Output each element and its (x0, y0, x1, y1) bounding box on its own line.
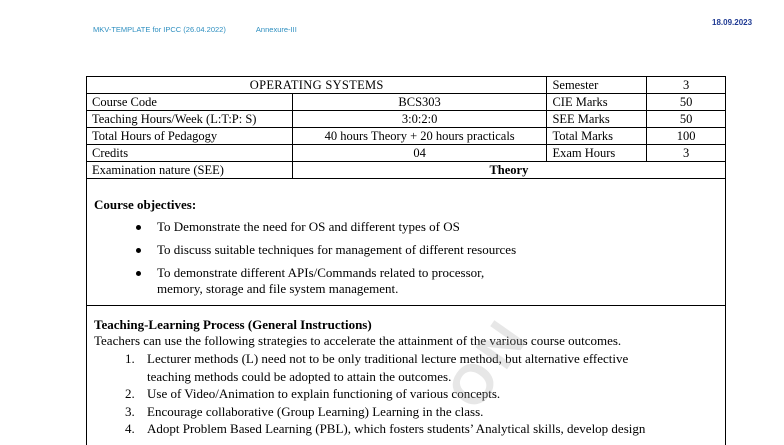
section-title: Teaching-Learning Process (General Instructions) (94, 317, 372, 332)
row-value: 3:0:2:0 (292, 111, 547, 128)
side-label: CIE Marks (547, 94, 647, 111)
row-label: Course Code (87, 94, 293, 111)
bullet-icon (136, 225, 141, 230)
list-item: 2. Use of Video/Animation to explain functioning of various concepts. (125, 386, 501, 401)
exam-nature-value: Theory (292, 162, 725, 179)
table-row (87, 128, 726, 145)
list-item: To demonstrate different APIs/Commands related to processor, memory, storage and file system management. (131, 265, 516, 297)
objectives-list (131, 219, 516, 304)
semester-value: 3 (647, 77, 726, 94)
document-date: 18.09.2023 (712, 18, 753, 27)
table-row (87, 94, 726, 111)
template-label: MKV-TEMPLATE for IPCC (26.04.2022) (93, 25, 226, 34)
table-row (87, 77, 726, 94)
course-objectives-section (86, 179, 726, 306)
annexure-label: Annexure-III (255, 25, 297, 34)
bullet-icon (136, 248, 141, 253)
side-value: 50 (647, 111, 726, 128)
side-label: Total Marks (547, 128, 647, 145)
bullet-icon (136, 271, 141, 276)
section-title: Course objectives: (94, 197, 197, 212)
row-label: Credits (87, 145, 293, 162)
list-item: 3. Encourage collaborative (Group Learning) Learning in the class. (125, 403, 484, 419)
strategies-list (125, 350, 645, 438)
list-item: 1. Lecturer methods (L) need not to be only traditional lecture method, but alternative effective teaching methods could be adopted to attain the outcomes. (125, 351, 629, 384)
table-row (87, 111, 726, 128)
watermark: ON (434, 305, 542, 420)
row-label: Total Hours of Pedagogy (87, 128, 293, 145)
table-row (87, 145, 726, 162)
side-value: 3 (647, 145, 726, 162)
side-label: SEE Marks (547, 111, 647, 128)
course-title: OPERATING SYSTEMS (87, 77, 547, 94)
row-label: Examination nature (SEE) (87, 162, 293, 179)
list-item: 4. Adopt Problem Based Learning (PBL), which fosters students’ Analytical skills, develop design (125, 421, 646, 436)
side-value: 100 (647, 128, 726, 145)
side-value: 50 (647, 94, 726, 111)
side-label: Exam Hours (547, 145, 647, 162)
row-value: 40 hours Theory + 20 hours practicals (292, 128, 547, 145)
course-info-table (86, 76, 726, 179)
row-label: Teaching Hours/Week (L:T:P: S) (87, 111, 293, 128)
list-item: To discuss suitable techniques for management of different resources (131, 242, 516, 258)
semester-label: Semester (547, 77, 647, 94)
table-row (87, 162, 726, 179)
row-value: BCS303 (292, 94, 547, 111)
list-item: To Demonstrate the need for OS and different types of OS (131, 219, 516, 235)
row-value: 04 (292, 145, 547, 162)
teaching-learning-section (86, 305, 726, 445)
section-intro: Teachers can use the following strategies to accelerate the attainment of the various course outcomes. (94, 333, 622, 348)
document-header (93, 25, 297, 34)
